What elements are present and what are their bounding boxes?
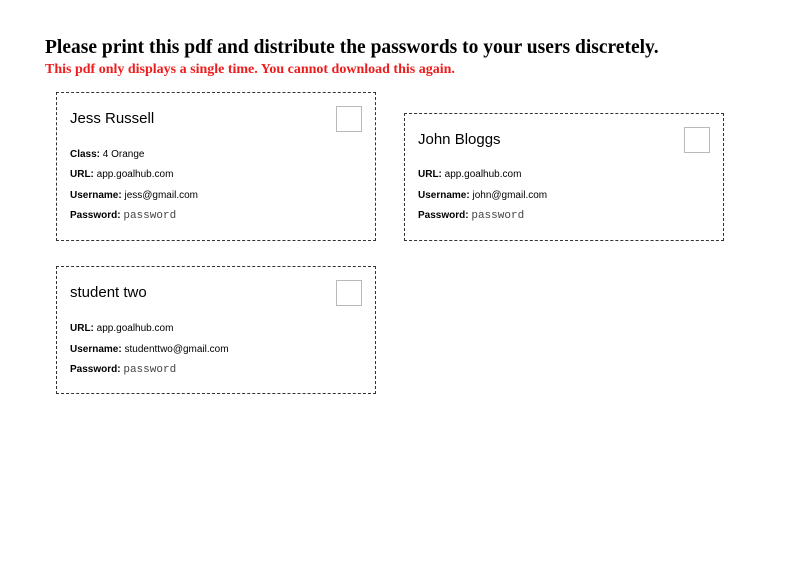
username-value: studenttwo@gmail.com [124, 344, 229, 355]
password-label: Password: [70, 364, 121, 375]
student-name: student two [70, 284, 147, 301]
tick-checkbox[interactable] [684, 127, 710, 153]
username-label: Username: [70, 344, 122, 355]
credential-card-jess-russell [56, 92, 376, 241]
page-title: Please print this pdf and distribute the passwords to your users discretely. [45, 37, 659, 58]
password-value: password [123, 364, 177, 376]
url-value: app.goalhub.com [96, 169, 174, 180]
credential-card-john-bloggs [404, 113, 724, 241]
username-value: john@gmail.com [472, 190, 548, 201]
url-field [70, 322, 173, 336]
username-field [70, 189, 198, 203]
class-value: 4 Orange [102, 149, 145, 160]
username-field [418, 189, 547, 203]
url-value: app.goalhub.com [444, 169, 522, 180]
credential-card-student-two [56, 266, 376, 394]
url-label: URL: [418, 169, 442, 180]
class-label: Class: [70, 149, 101, 160]
download-warning: This pdf only displays a single time. You cannot download this again. [45, 62, 455, 77]
password-field [418, 209, 524, 223]
url-field [70, 168, 173, 182]
tick-checkbox[interactable] [336, 106, 362, 132]
username-label: Username: [70, 190, 122, 201]
class-field [70, 148, 145, 162]
username-field [70, 343, 229, 357]
password-value: password [123, 210, 177, 222]
password-label: Password: [418, 210, 469, 221]
password-field [70, 363, 176, 377]
password-field [70, 209, 176, 223]
password-value: password [471, 210, 525, 222]
url-field [418, 168, 521, 182]
username-label: Username: [418, 190, 470, 201]
student-name: John Bloggs [418, 131, 501, 148]
username-value: jess@gmail.com [124, 190, 198, 201]
url-label: URL: [70, 169, 94, 180]
password-label: Password: [70, 210, 121, 221]
url-value: app.goalhub.com [96, 323, 174, 334]
url-label: URL: [70, 323, 94, 334]
tick-checkbox[interactable] [336, 280, 362, 306]
student-name: Jess Russell [70, 110, 155, 127]
